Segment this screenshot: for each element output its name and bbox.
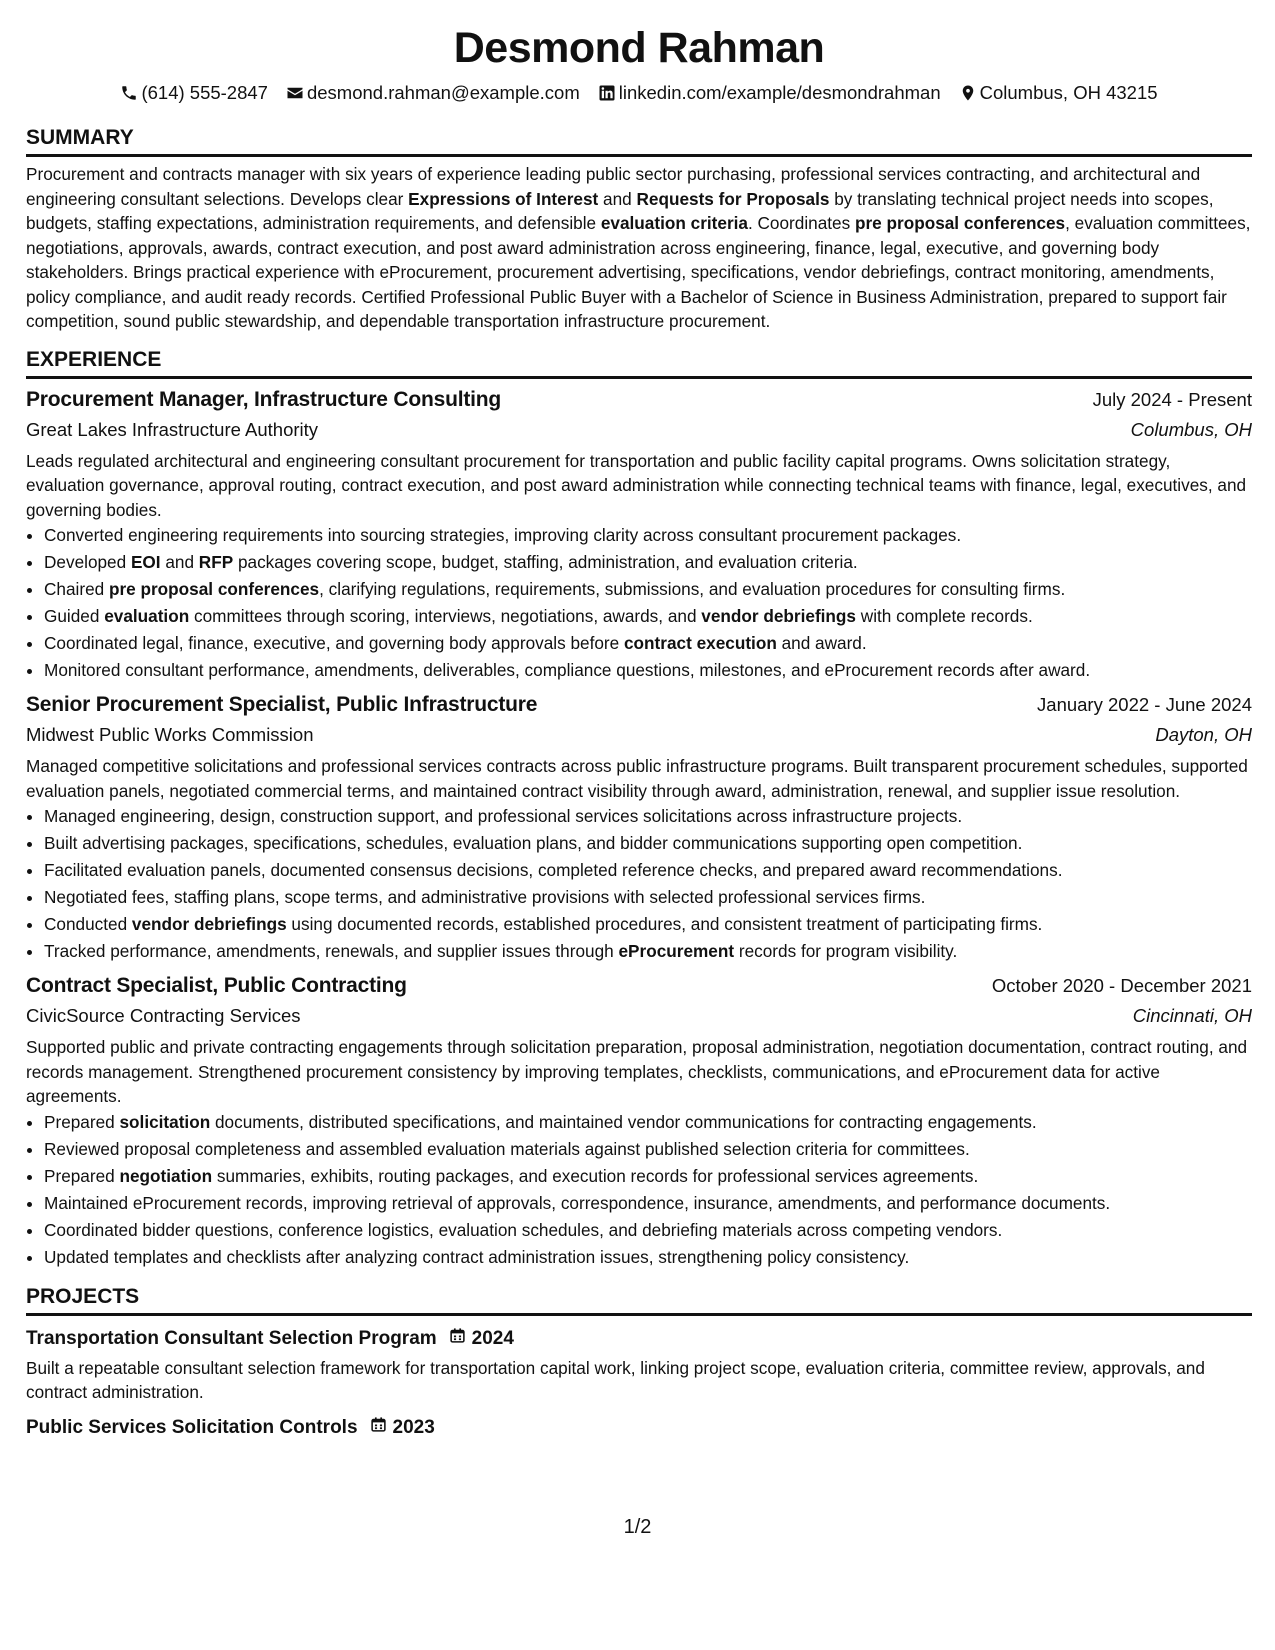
job-location: Cincinnati, OH	[1132, 1005, 1252, 1026]
section-title-experience: EXPERIENCE	[26, 346, 1252, 379]
bold-term: EOI	[130, 552, 161, 572]
text-run: Coordinated legal, finance, executive, and governing body approvals before	[44, 633, 624, 653]
job-list	[26, 385, 1252, 1271]
text-run: Procurement and contracts manager with six years of experience leading public sector purchasing, professional services contracting, and architectural and engineering consultant selections. Develops clear	[26, 164, 1201, 209]
bullet-item	[44, 857, 1252, 884]
text-run: using documented records, established procedures, and consistent treatment of participating firms.	[286, 914, 1043, 934]
bullet-item	[44, 1163, 1252, 1190]
job-location: Dayton, OH	[1155, 724, 1252, 745]
page-number: 1/2	[623, 1516, 652, 1538]
candidate-name: Desmond Rahman	[453, 24, 825, 72]
job-description: Managed competitive solicitations and professional services contracts across public infrastructure programs. Built transparent procurement schedules, supported evaluation panels, negotiated commercial terms, and maintained contract visibility through award, administration, renewal, and supplier issue resolution.	[26, 756, 1248, 801]
bullet-item	[44, 603, 1252, 630]
bold-term: negotiation	[119, 1165, 213, 1186]
project-list	[26, 1324, 1252, 1443]
text-run: , evaluation committees, negotiations, approvals, awards, contract execution, and post award administration across engineering, finance, legal, executive, and governing body stakeholders. Brings practical experience with eProcurement, procurement advertising, specifications, vendor debriefings, contract monitoring, amendments, policy compliance, and audit ready records. Certified Professional Public Buyer with a Bachelor of Science in Business Administration, prepared to support fair competition, sound public stewardship, and dependable transportation infrastructure procurement.	[26, 213, 1251, 331]
resume-page	[26, 20, 1252, 1443]
bullet-item	[44, 911, 1252, 938]
bullet-item	[44, 803, 1252, 830]
text-run: Tracked performance, amendments, renewals, and supplier issues through	[44, 941, 619, 961]
text-run: Prepared	[44, 1165, 120, 1186]
bold-term: solicitation	[119, 1111, 211, 1132]
job-bullets	[26, 803, 1252, 965]
text-run: packages covering scope, budget, staffing, administration, and evaluation criteria.	[233, 552, 858, 572]
bold-term: eProcurement	[618, 941, 735, 961]
contact-phone	[120, 80, 268, 106]
bold-term: evaluation	[104, 606, 190, 626]
text-run: Managed engineering, design, construction support, and professional services solicitations across infrastructure projects.	[44, 806, 963, 826]
bullet-item	[44, 1109, 1252, 1136]
bullet-item	[44, 1190, 1252, 1217]
project-name: Public Services Solicitation Controls	[26, 1416, 358, 1438]
job-dates: October 2020 - December 2021	[991, 975, 1252, 996]
phone-icon	[120, 84, 138, 102]
project-name: Transportation Consultant Selection Program	[26, 1327, 437, 1349]
job-org-row	[26, 720, 1252, 750]
project-year	[449, 1324, 514, 1354]
text-run: Converted engineering requirements into sourcing strategies, improving clarity across consultant procurement packages.	[44, 525, 962, 545]
job-entry	[26, 385, 1252, 685]
bold-term: Expressions of Interest	[408, 188, 599, 209]
bold-term: contract execution	[624, 633, 777, 653]
bullet-item	[44, 1217, 1252, 1244]
bold-term: Requests for Proposals	[636, 188, 830, 209]
bold-term: vendor debriefings	[701, 606, 856, 626]
bullet-item	[44, 576, 1252, 603]
text-run: Prepared	[44, 1111, 120, 1132]
text-run: Facilitated evaluation panels, documented consensus decisions, completed reference checks, and prepared award recommendations.	[44, 860, 1063, 880]
bold-term: RFP	[198, 552, 234, 572]
text-run: by translating technical project needs into scopes, budgets, staffing expectations, administration requirements, and defensible	[26, 188, 1214, 233]
job-title: Procurement Manager, Infrastructure Consulting	[26, 387, 502, 411]
text-run: documents, distributed specifications, and maintained vendor communications for contracting engagements.	[210, 1111, 1037, 1132]
text-run: summaries, exhibits, routing packages, and execution records for professional services agreements.	[212, 1165, 979, 1186]
contact-linkedin[interactable]	[598, 80, 941, 106]
bullet-item	[44, 522, 1252, 549]
text-run: Developed	[44, 552, 131, 572]
map-pin-icon	[959, 84, 977, 102]
job-title: Contract Specialist, Public Contracting	[26, 974, 407, 997]
project-year	[370, 1413, 435, 1443]
experience-section	[26, 346, 1252, 1271]
text-run: Chaired	[44, 579, 109, 599]
job-header-row	[26, 385, 1252, 415]
section-title-projects: PROJECTS	[26, 1283, 1252, 1316]
text-run: Conducted	[44, 914, 132, 934]
text-run: Reviewed proposal completeness and assembled evaluation materials against published selection criteria for committees.	[44, 1138, 970, 1159]
projects-section	[26, 1283, 1252, 1443]
project-header	[26, 1413, 1252, 1443]
project-description: Built a repeatable consultant selection framework for transportation capital work, linking project scope, evaluation criteria, committee review, approvals, and contract administration.	[26, 1357, 1205, 1402]
job-description: Leads regulated architectural and engineering consultant procurement for transportation and public facility capital programs. Owns solicitation strategy, evaluation governance, approval routing, contract execution, and post award administration while connecting technical teams with finance, legal, executives, and governing bodies.	[26, 450, 1247, 520]
bullet-item	[44, 938, 1252, 965]
job-bullets	[26, 1109, 1252, 1271]
text-run: Coordinated bidder questions, conference logistics, evaluation schedules, and debriefing materials across competing vendors.	[44, 1219, 1003, 1240]
envelope-icon	[286, 84, 304, 102]
job-org-row	[26, 415, 1252, 445]
text-run: Monitored consultant performance, amendments, deliverables, compliance questions, milestones, and eProcurement records after award.	[44, 660, 1091, 680]
email-link[interactable]: desmond.rahman@example.com	[306, 82, 580, 103]
calendar-icon	[449, 1324, 466, 1354]
section-title-summary: SUMMARY	[26, 124, 1252, 157]
text-run: Maintained eProcurement records, improving retrieval of approvals, correspondence, insurance, amendments, and performance documents.	[44, 1192, 1111, 1213]
project-year-text: 2024	[471, 1327, 514, 1349]
bullet-item	[44, 884, 1252, 911]
text-run: committees through scoring, interviews, negotiations, awards, and	[189, 606, 702, 626]
summary-section	[26, 124, 1252, 334]
contact-email[interactable]	[286, 80, 580, 106]
bullet-item	[44, 630, 1252, 657]
text-run: Negotiated fees, staffing plans, scope terms, and administrative provisions with selected professional services firms.	[44, 887, 926, 907]
bullet-item	[44, 657, 1252, 684]
job-entry	[26, 971, 1252, 1271]
text-run: Updated templates and checklists after analyzing contract administration issues, strengthening policy consistency.	[44, 1246, 910, 1267]
summary-text	[26, 162, 1252, 334]
linkedin-link[interactable]: linkedin.com/example/desmondrahman	[618, 82, 941, 103]
job-organization: Great Lakes Infrastructure Authority	[26, 418, 319, 440]
job-bullets	[26, 522, 1252, 684]
job-header-row	[26, 971, 1252, 1001]
text-run: , clarifying regulations, requirements, submissions, and evaluation procedures for consulting firms.	[319, 579, 1066, 599]
contact-location	[959, 80, 1158, 106]
bold-term: pre proposal conferences	[108, 579, 320, 599]
text-run: and award.	[776, 633, 867, 653]
bold-term: evaluation criteria	[600, 213, 748, 233]
job-title: Senior Procurement Specialist, Public Infrastructure	[26, 693, 538, 716]
text-run: and	[598, 188, 637, 209]
bullet-item	[44, 830, 1252, 857]
text-run: Guided	[44, 606, 105, 626]
text-run: records for program visibility.	[734, 941, 958, 961]
project-entry	[26, 1324, 1252, 1405]
contact-bar	[26, 80, 1252, 106]
project-entry	[26, 1413, 1252, 1443]
job-dates: January 2022 - June 2024	[1037, 694, 1252, 715]
text-run: . Coordinates	[747, 213, 855, 233]
project-year-text: 2023	[392, 1416, 435, 1438]
location-text: Columbus, OH 43215	[979, 82, 1158, 103]
phone-text: (614) 555-2847	[141, 82, 268, 103]
text-run: Built advertising packages, specifications, schedules, evaluation plans, and bidder communications supporting open competition.	[44, 833, 1023, 853]
bullet-item	[44, 1244, 1252, 1271]
linkedin-icon	[598, 84, 616, 102]
job-description: Supported public and private contracting engagements through solicitation preparation, proposal administration, negotiation documentation, contract routing, and records management. Strengthened procurement consistency by improving templates, checklists, communications, and eProcurement data for active agreements.	[26, 1037, 1248, 1106]
job-organization: CivicSource Contracting Services	[26, 1005, 301, 1026]
job-organization: Midwest Public Works Commission	[26, 724, 314, 745]
text-run: and	[160, 552, 199, 572]
bullet-item	[44, 549, 1252, 576]
job-entry	[26, 690, 1252, 965]
bold-term: pre proposal conferences	[854, 213, 1066, 233]
calendar-icon	[370, 1413, 387, 1443]
job-org-row	[26, 1001, 1252, 1031]
job-dates: July 2024 - Present	[1092, 388, 1252, 410]
job-location: Columbus, OH	[1130, 418, 1252, 440]
project-header	[26, 1324, 1252, 1354]
job-header-row	[26, 690, 1252, 720]
bold-term: vendor debriefings	[131, 914, 287, 934]
bullet-item	[44, 1136, 1252, 1163]
text-run: with complete records.	[856, 606, 1033, 626]
